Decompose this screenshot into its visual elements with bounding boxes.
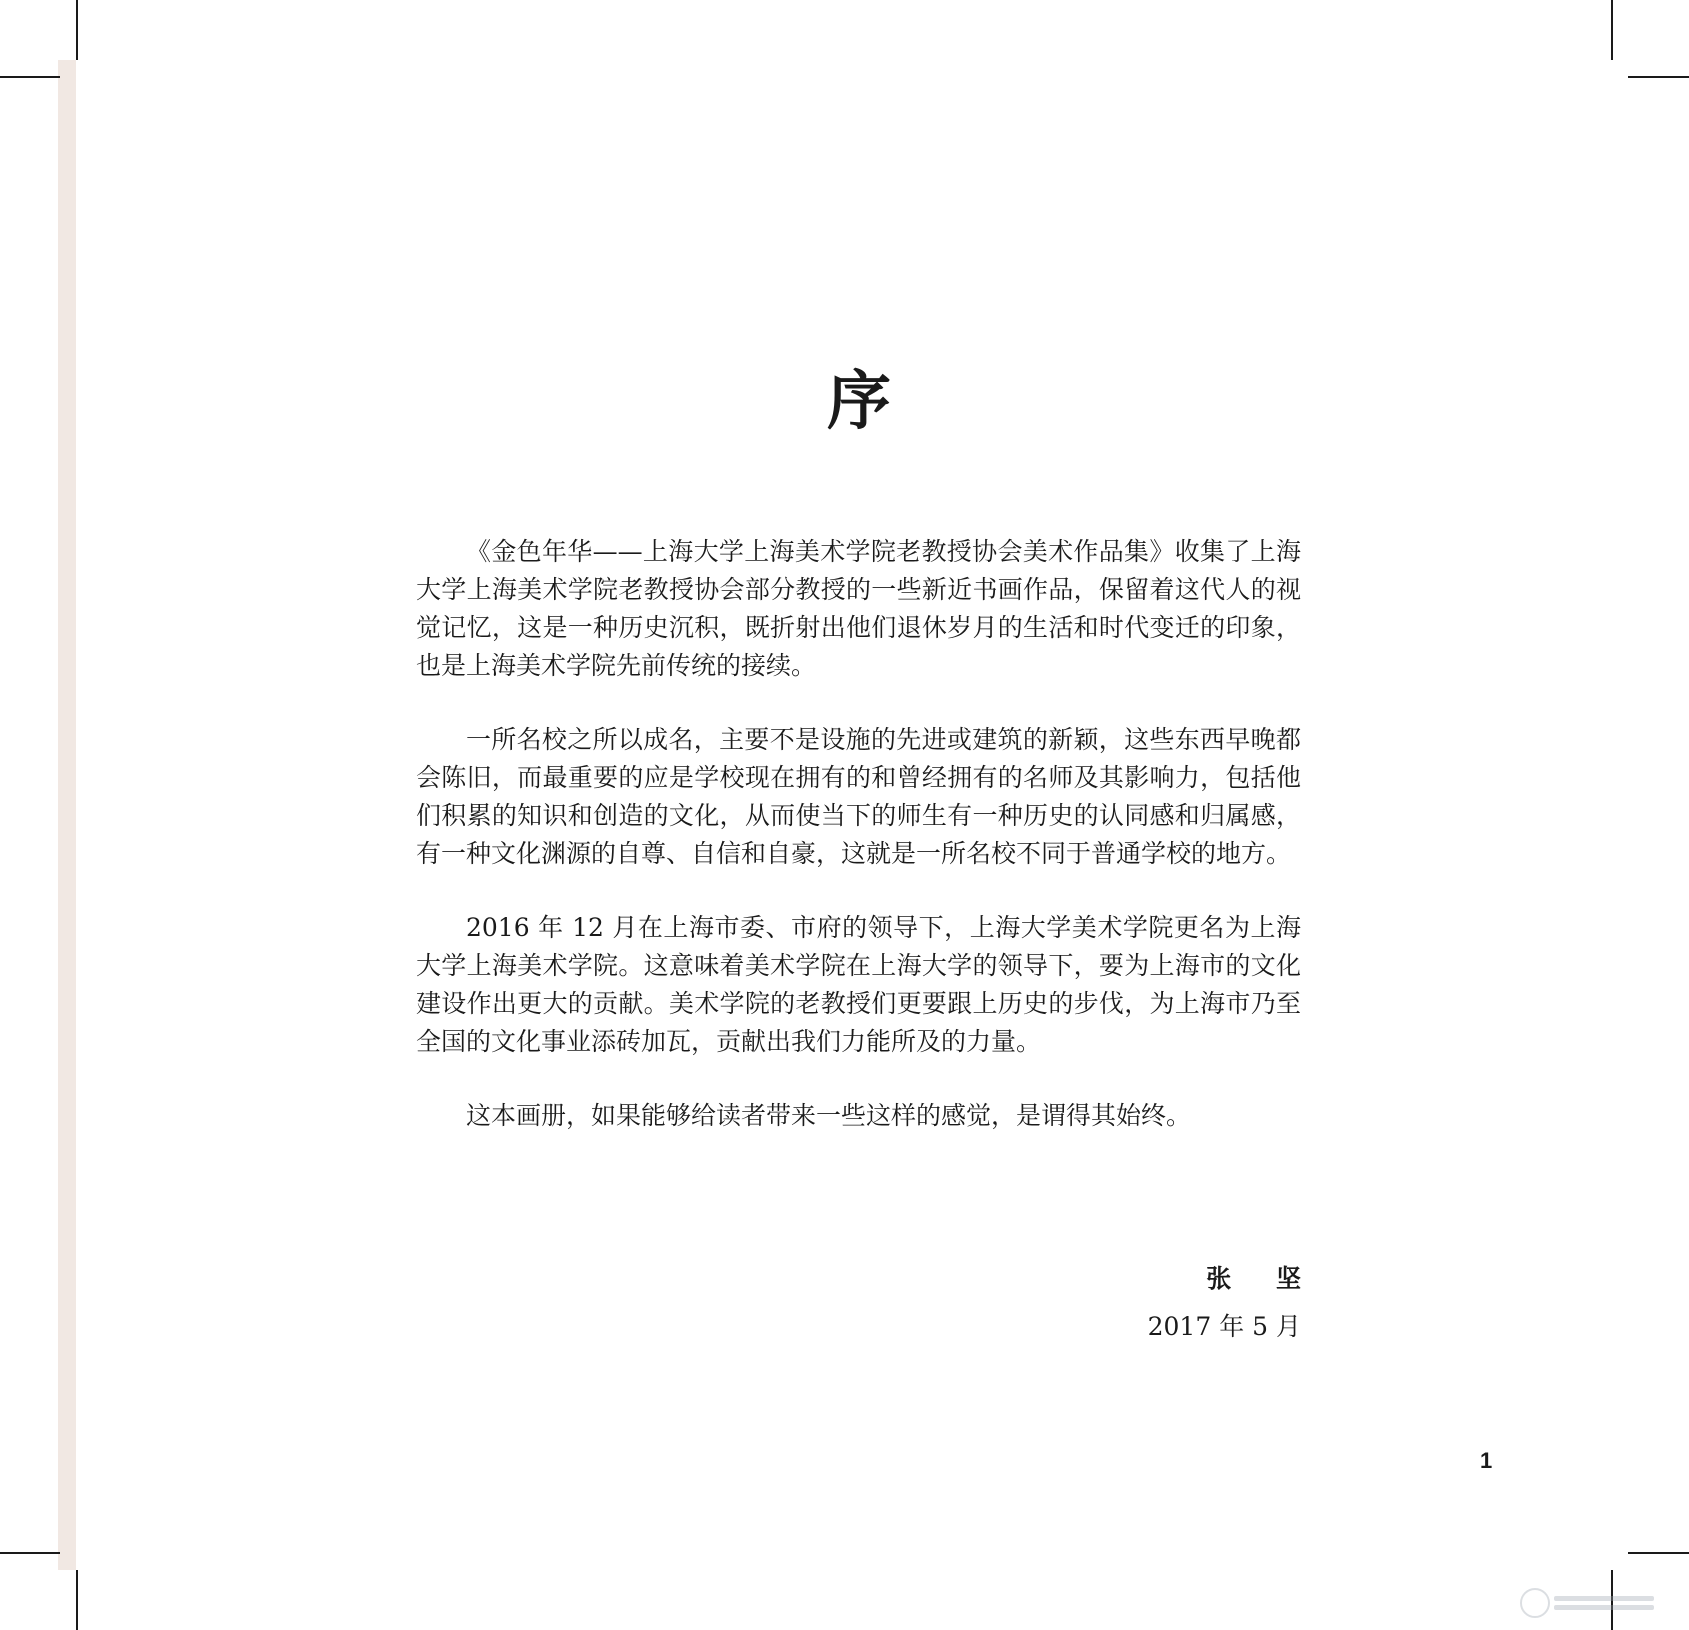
crop-mark — [76, 1570, 78, 1630]
watermark-emblem-icon — [1520, 1588, 1550, 1618]
watermark-lettering — [1554, 1596, 1654, 1610]
page-number: 1 — [1480, 1448, 1493, 1473]
paragraph: 这本画册，如果能够给读者带来一些这样的感觉，是谓得其始终。 — [466, 1101, 1192, 1130]
crop-mark — [1628, 1552, 1689, 1554]
crop-mark — [1611, 0, 1613, 60]
paragraph: 2016 年 12 月在上海市委、市府的领导下，上海大学美术学院更名为上海大学上海美术学院。这意味着美术学院在上海大学的领导下，要为上海市的文化建设作出更大的贡献。美术学院的老教授们更要跟上历史的步伐，为上海市乃至全国的文化事业添砖加瓦，贡献出我们力能所及的力量。 — [416, 913, 1301, 1056]
paragraph: 一所名校之所以成名，主要不是设施的先进或建筑的新颖，这些东西早晚都会陈旧，而最重要的应是学校现在拥有的和曾经拥有的名师及其影响力，包括他们积累的知识和创造的文化，从而使当下的师生有一种历史的认同感和归属感，有一种文化渊源的自尊、自信和自豪，这就是一所名校不同于普通学校的地方。 — [416, 725, 1301, 868]
crop-mark — [76, 0, 78, 60]
crop-mark — [0, 1552, 60, 1554]
page-title: 序 — [827, 364, 893, 439]
signature-block — [1147, 1255, 1319, 1351]
author-name: 张 坚 — [1206, 1264, 1319, 1293]
watermark-logo — [1520, 1585, 1665, 1621]
crop-mark — [1628, 76, 1689, 78]
page-edge-strip — [58, 60, 76, 1570]
preface-body — [416, 533, 1301, 1171]
crop-mark — [0, 76, 60, 78]
signature-date: 2017 年 5 月 — [1147, 1312, 1301, 1341]
paragraph: 《金色年华——上海大学上海美术学院老教授协会美术作品集》收集了上海大学上海美术学院老教授协会部分教授的一些新近书画作品，保留着这代人的视觉记忆，这是一种历史沉积，既折射出他们退休岁月的生活和时代变迁的印象，也是上海美术学院先前传统的接续。 — [416, 537, 1301, 680]
